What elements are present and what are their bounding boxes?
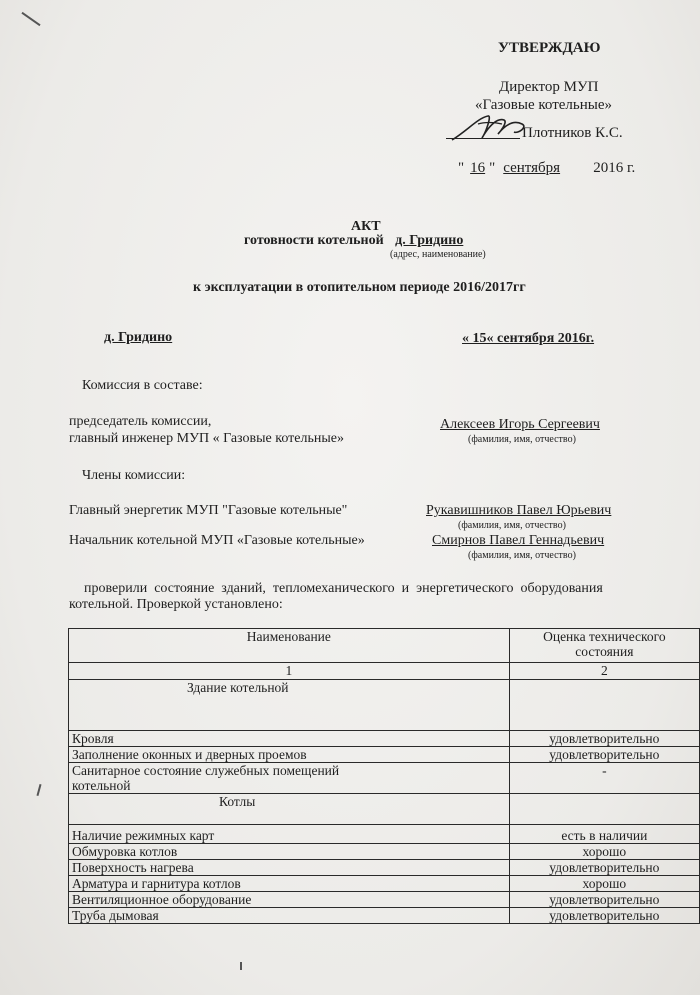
act-date: « 15« сентября 2016г. [462, 331, 595, 346]
table-num-2: 2 [509, 663, 699, 680]
table-row-name: Наличие режимных карт [69, 825, 510, 844]
chair-role-line2: главный инженер МУП « Газовые котельные» [69, 431, 344, 446]
table-section-building: Здание котельной [69, 680, 510, 731]
member1-name: Рукавишников Павел Юрьевич [426, 503, 612, 518]
table-sanitary-line1: Санитарное состояние служебных помещений [72, 763, 340, 778]
table-sanitary-line2: котельной [72, 778, 131, 793]
table-empty-cell [509, 794, 699, 825]
table-row [69, 825, 700, 844]
table-row [69, 731, 700, 747]
approval-title: УТВЕРЖДАЮ [498, 40, 601, 56]
body-line1: проверили состояние зданий, тепломеханического и энергетического оборудования [84, 581, 603, 596]
table-row-name: Вентиляционное оборудование [69, 892, 510, 908]
table-number-row [69, 663, 700, 680]
act-subtitle-prefix: готовности котельной [244, 233, 384, 248]
approval-position-line2: «Газовые котельные» [475, 97, 612, 113]
member2-name-note: (фамилия, имя, отчество) [468, 550, 576, 561]
chair-role-line1: председатель комиссии, [69, 414, 212, 429]
inspection-table [68, 628, 700, 924]
body-line2: котельной. Проверкой установлено: [69, 597, 283, 612]
table-num-1: 1 [69, 663, 510, 680]
table-section-row [69, 794, 700, 825]
scan-mark [21, 12, 40, 26]
approval-date-quote-open: " [458, 160, 465, 176]
scan-mark [240, 962, 242, 970]
member1-role: Главный энергетик МУП "Газовые котельные" [69, 503, 348, 518]
approval-date-year: 2016 г. [593, 160, 636, 176]
approval-signer: Плотников К.С. [522, 125, 623, 141]
table-head-assessment-line1: Оценка технического [543, 629, 666, 644]
member1-name-note: (фамилия, имя, отчество) [458, 520, 566, 531]
table-header-row [69, 629, 700, 663]
table-row-value: хорошо [509, 876, 699, 892]
member2-name: Смирнов Павел Геннадьевич [432, 533, 605, 548]
table-row-name: Обмуровка котлов [69, 844, 510, 860]
act-subtitle [244, 233, 495, 249]
members-intro: Члены комиссии: [82, 468, 186, 483]
table-row-value: хорошо [509, 844, 699, 860]
table-row-name: Арматура и гарнитура котлов [69, 876, 510, 892]
table-row-name: Кровля [69, 731, 510, 747]
table-row [69, 876, 700, 892]
approval-date-month: сентября [503, 160, 561, 176]
table-row-value: удовлетворительно [509, 747, 699, 763]
table-empty-cell [509, 680, 699, 731]
table-row-name: Заполнение оконных и дверных проемов [69, 747, 510, 763]
approval-date-day: 16 [470, 160, 486, 176]
scan-mark [36, 784, 41, 796]
commission-intro: Комиссия в составе: [82, 378, 203, 393]
table-row [69, 860, 700, 876]
act-place: д. Гридино [104, 330, 173, 345]
table-row-name: Труба дымовая [69, 908, 510, 924]
table-row-value: - [509, 763, 699, 794]
table-section-boilers: Котлы [69, 794, 510, 825]
act-title: АКТ [351, 219, 381, 234]
table-row [69, 763, 700, 794]
chair-name-note: (фамилия, имя, отчество) [468, 434, 576, 445]
act-period: к эксплуатации в отопительном периоде 2016/2017гг [193, 280, 526, 295]
table-row-value: удовлетворительно [509, 892, 699, 908]
act-subtitle-place: д. Гридино [395, 233, 464, 248]
signature-line [446, 138, 520, 139]
act-subtitle-note: (адрес, наименование) [390, 249, 486, 260]
table-head-assessment [509, 629, 699, 663]
table-row [69, 747, 700, 763]
table-row [69, 892, 700, 908]
table-row-name [69, 763, 510, 794]
table-section-row [69, 680, 700, 731]
table-row-value: удовлетворительно [509, 860, 699, 876]
table-row-name: Поверхность нагрева [69, 860, 510, 876]
approval-position-line1: Директор МУП [499, 79, 599, 95]
approval-date-quote-close: " [489, 160, 496, 176]
member2-role: Начальник котельной МУП «Газовые котельные» [69, 533, 365, 548]
approval-date [458, 160, 635, 177]
table-row [69, 908, 700, 924]
table-row-value: удовлетворительно [509, 731, 699, 747]
chair-name: Алексеев Игорь Сергеевич [440, 417, 600, 432]
table-row-value: удовлетворительно [509, 908, 699, 924]
table-row [69, 844, 700, 860]
table-head-name: Наименование [69, 629, 510, 663]
table-head-assessment-line2: состояния [575, 644, 634, 659]
table-row-value: есть в наличии [509, 825, 699, 844]
